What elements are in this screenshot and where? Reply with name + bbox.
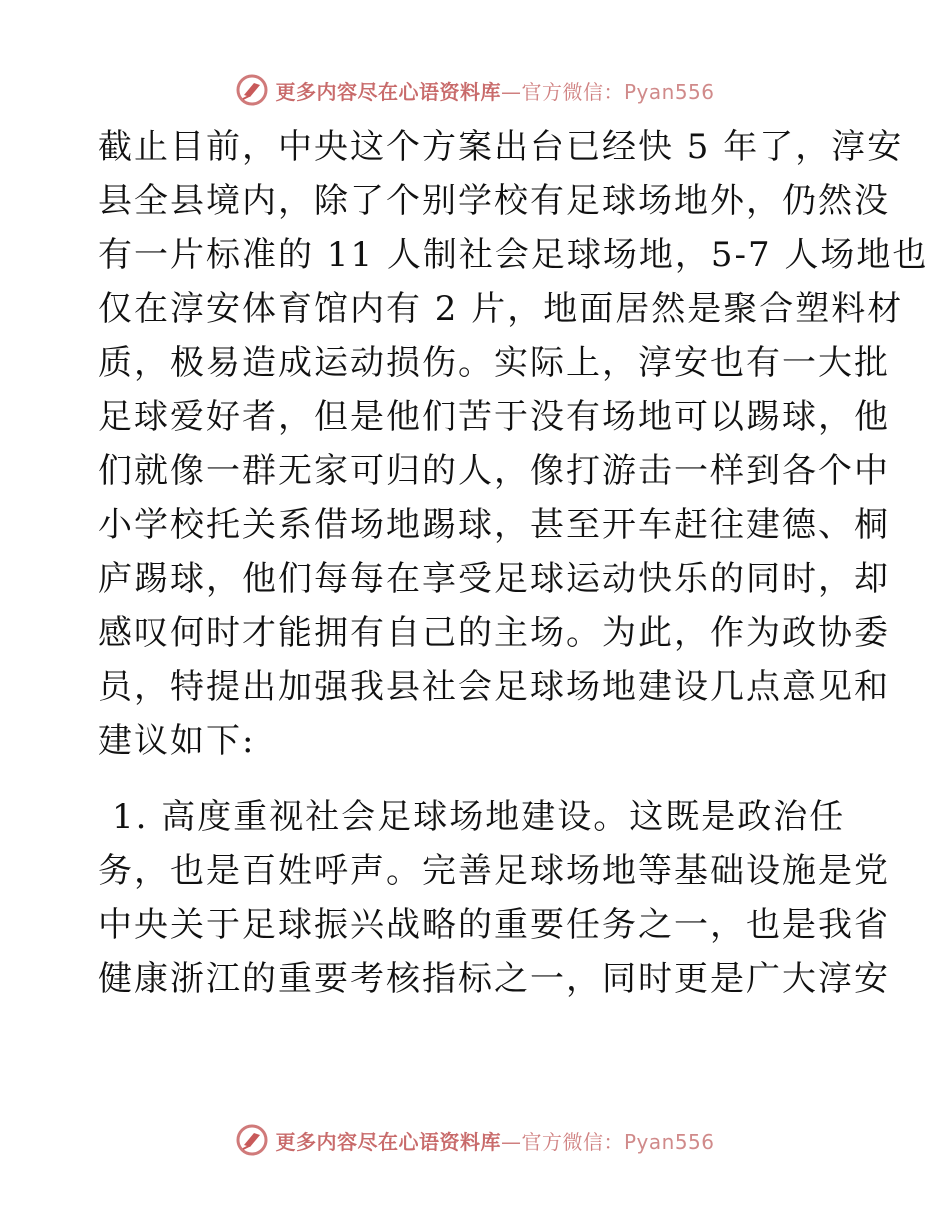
text-line: 仅在淳安体育馆内有 2 片，地面居然是聚合塑料材 (98, 289, 904, 329)
paragraph-gap (98, 768, 858, 790)
watermark-main: 更多内容尽在心语资料库 (275, 79, 501, 104)
watermark-id: Pyan556 (623, 79, 715, 104)
text-line: 中央关于足球振兴战略的重要任务之一，也是我省 (98, 905, 890, 945)
document-body (98, 120, 929, 1006)
paragraph-2 (98, 790, 890, 1006)
text-line: 足球爱好者，但是他们苦于没有场地可以踢球，他 (98, 397, 890, 437)
watermark-text (275, 76, 714, 105)
watermark-label: 官方微信： (521, 79, 624, 104)
text-line: 小学校托关系借场地踢球，甚至开车赶往建德、桐 (98, 505, 890, 545)
text-line: 1. 高度重视社会足球场地建设。这既是政治任 (112, 797, 846, 837)
text-line: 们就像一群无家可归的人，像打游击一样到各个中 (98, 451, 890, 491)
watermark-label: 官方微信： (521, 1129, 624, 1154)
watermark-main: 更多内容尽在心语资料库 (275, 1129, 501, 1154)
text-line: 建议如下: (98, 721, 256, 761)
watermark-text (275, 1126, 714, 1155)
watermark-footer (0, 1120, 950, 1160)
watermark-dash: — (500, 79, 522, 104)
text-line: 有一片标准的 11 人制社会足球场地，5-7 人场地也 (98, 235, 929, 275)
text-line: 县全县境内，除了个别学校有足球场地外，仍然没 (98, 181, 890, 221)
text-line: 务，也是百姓呼声。完善足球场地等基础设施是党 (98, 851, 890, 891)
text-line: 健康浙江的重要考核指标之一，同时更是广大淳安 (98, 959, 890, 999)
text-line: 质，极易造成运动损伤。实际上，淳安也有一大批 (98, 343, 890, 383)
watermark-dash: — (500, 1129, 522, 1154)
watermark-id: Pyan556 (623, 1129, 715, 1154)
text-line: 员，特提出加强我县社会足球场地建设几点意见和 (98, 667, 890, 707)
text-line: 庐踢球，他们每每在享受足球运动快乐的同时，却 (98, 559, 890, 599)
watermark-logo-icon (235, 73, 269, 107)
text-line: 感叹何时才能拥有自己的主场。为此，作为政协委 (98, 613, 890, 653)
watermark-logo-icon (235, 1123, 269, 1157)
paragraph-1 (98, 120, 929, 768)
watermark-header (0, 70, 950, 110)
text-line: 截止目前，中央这个方案出台已经快 5 年了，淳安 (98, 127, 904, 167)
